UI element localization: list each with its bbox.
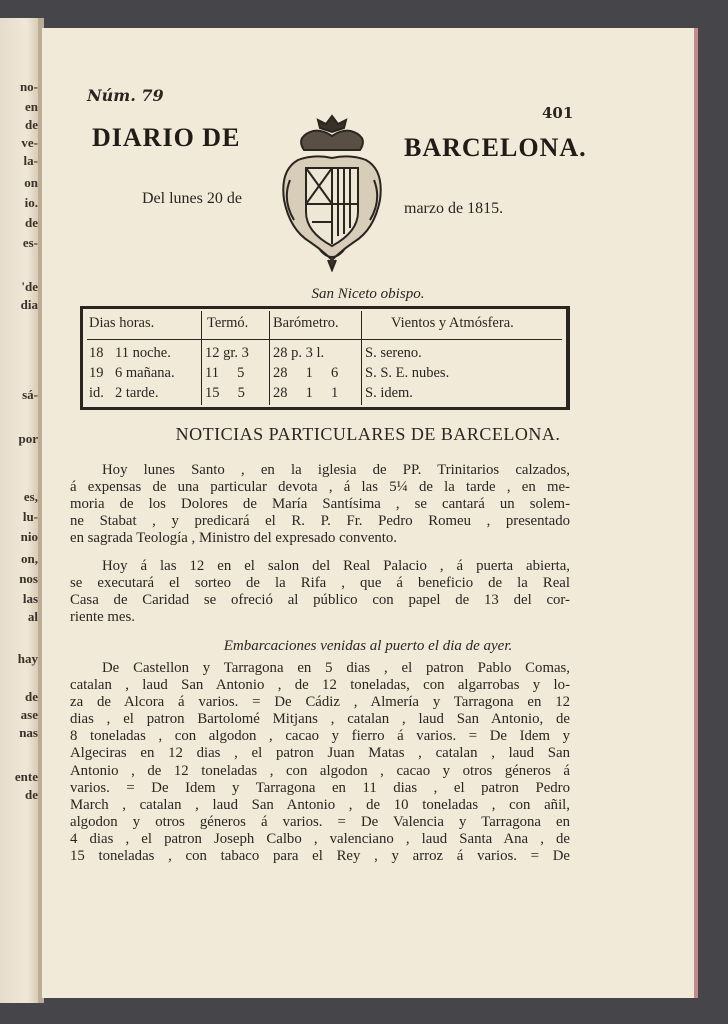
text-line: 4 dias , el patron Joseph Calbo , valenciano , laud Santa Ana , de — [70, 830, 570, 847]
weather-day: id. — [89, 385, 104, 401]
saint-of-day: San Niceto obispo. — [311, 286, 425, 302]
left-page-fragment: dia — [20, 297, 38, 312]
left-page-fragment: on — [24, 175, 38, 190]
weather-day: 18 — [89, 345, 104, 361]
text-line: ne Stabat , y predicará el R. P. Fr. Pedro Romeu , presentado — [70, 513, 570, 530]
text-line: 8 toneladas , con algodon , cacao y fierro á varios. = De Idem y — [70, 728, 570, 745]
left-page-fragment: 'de — [21, 279, 38, 294]
left-page-fragment: por — [18, 431, 38, 446]
issue-number: Núm. 79 — [87, 86, 164, 105]
left-page-fragment: de — [25, 117, 38, 132]
left-facing-page — [0, 18, 38, 1003]
header-thermometer: Termó. — [207, 315, 249, 331]
newspaper-page — [42, 28, 694, 998]
text-line: catalan , laud San Antonio , de 12 toneladas, con algarrobas y lo- — [70, 677, 570, 694]
left-page-fragment: es- — [22, 235, 38, 250]
weather-hour: 2 tarde. — [115, 385, 159, 401]
weather-baro: 28 1 6 — [273, 365, 339, 381]
text-line: March , catalan , laud San Antonio , de 10 toneladas , con añil, — [70, 796, 570, 813]
embarcaciones-heading: Embarcaciones venidas al puerto el dia de ayer. — [223, 638, 513, 654]
left-page-fragment: sá- — [22, 387, 38, 402]
text-line: Hoy lunes Santo , en la iglesia de PP. Trinitarios calzados, — [102, 462, 570, 478]
weather-table — [80, 306, 570, 410]
coat-of-arms-icon — [276, 110, 388, 272]
left-page-fragment: lu- — [22, 509, 38, 524]
weather-day: 19 — [89, 365, 104, 381]
text-line: Algeciras en 12 dias , el patron Juan Matas , catalan , laud San — [70, 745, 570, 762]
weather-baro: 28 1 1 — [273, 385, 339, 401]
header-days-hours: Dias horas. — [89, 315, 155, 331]
left-page-fragment: de — [25, 787, 38, 802]
header-barometer: Barómetro. — [273, 315, 339, 331]
left-page-fragment: ase — [20, 707, 38, 722]
left-page-fragment: de — [25, 215, 38, 230]
text-line: De Castellon y Tarragona en 5 dias , el patron Pablo Comas, — [102, 660, 570, 676]
left-page-fragment: ente — [14, 769, 38, 784]
text-line: dias , el patron Bartolomé Mitjans , catalan , laud San Antonio, de — [70, 711, 570, 728]
weather-header-row — [83, 315, 566, 335]
page-number: 401 — [542, 104, 574, 122]
left-page-fragment: es, — [23, 489, 38, 504]
paragraph-trinitarios — [70, 462, 570, 547]
page-edge — [694, 28, 698, 998]
date-left: Del lunes 20 de — [142, 190, 242, 207]
text-line: moria de los Dolores de María Santísima , se cantará un solem- — [70, 496, 570, 513]
weather-thermo: 15 5 — [205, 385, 245, 401]
text-line: Casa de Caridad se ofreció al público con papel de 13 del cor- — [70, 592, 570, 609]
left-page-fragment: nas — [19, 725, 38, 740]
text-line: Hoy á las 12 en el salon del Real Palacio , á puerta abierta, — [102, 558, 570, 574]
left-page-fragment: las — [22, 591, 38, 606]
weather-wind: S. idem. — [365, 385, 413, 401]
left-page-fragment: en — [25, 99, 38, 114]
text-line: á expensas de una particular devota , á las 5¼ de la tarde , en me- — [70, 479, 570, 496]
left-page-fragment: on, — [21, 551, 38, 566]
left-page-fragment: la- — [23, 153, 38, 168]
text-line: riente mes. — [70, 609, 135, 626]
left-page-fragment: no- — [19, 79, 38, 94]
text-line: za de Alcora á varios. = De Cádiz , Almería y Tarragona en 12 — [70, 694, 570, 711]
weather-header-rule — [87, 339, 562, 340]
date-right: marzo de 1815. — [404, 200, 504, 217]
weather-hour: 6 mañana. — [115, 365, 175, 381]
text-line: Antonio , de 12 toneladas , con algodon , cacao y otros géneros á — [70, 762, 570, 779]
left-page-fragment: hay — [17, 651, 38, 666]
text-line: se executará el sorteo de la Rifa , que á beneficio de la Real — [70, 575, 570, 592]
text-line: 15 toneladas , con tabaco para el Rey , y arroz á varios. = De — [70, 848, 570, 865]
left-page-fragment: nio — [20, 529, 38, 544]
weather-wind: S. sereno. — [365, 345, 422, 361]
weather-hour: 11 noche. — [115, 345, 171, 361]
weather-baro: 28 p. 3 l. — [273, 345, 325, 361]
notices-heading: NOTICIAS PARTICULARES DE BARCELONA. — [175, 424, 561, 444]
header-winds: Vientos y Atmósfera. — [391, 315, 514, 331]
left-page-fragment: nos — [19, 571, 38, 586]
weather-row — [83, 385, 566, 405]
text-line: en sagrada Teología , Ministro del expresado convento. — [70, 530, 398, 547]
weather-row — [83, 345, 566, 365]
text-line: algodon y otros géneros á varios. = De Valencia y Tarragona en — [70, 813, 570, 830]
weather-wind: S. S. E. nubes. — [365, 365, 450, 381]
text-line: varios. = De Idem y Tarragona en 11 dias , el patron Pedro — [70, 779, 570, 796]
paragraph-embarcaciones — [70, 660, 570, 865]
masthead-title-right: BARCELONA. — [404, 133, 587, 162]
left-page-fragment: ve- — [21, 135, 38, 150]
left-page-fragment: de — [25, 689, 38, 704]
weather-thermo: 11 5 — [205, 365, 245, 381]
left-page-fragment: al — [27, 609, 38, 624]
paragraph-rifa — [70, 558, 570, 626]
left-page-fragment: io. — [24, 195, 38, 210]
weather-row — [83, 365, 566, 385]
masthead-title-left: DIARIO DE — [92, 123, 241, 152]
weather-thermo: 12 gr. 3 — [205, 345, 249, 361]
